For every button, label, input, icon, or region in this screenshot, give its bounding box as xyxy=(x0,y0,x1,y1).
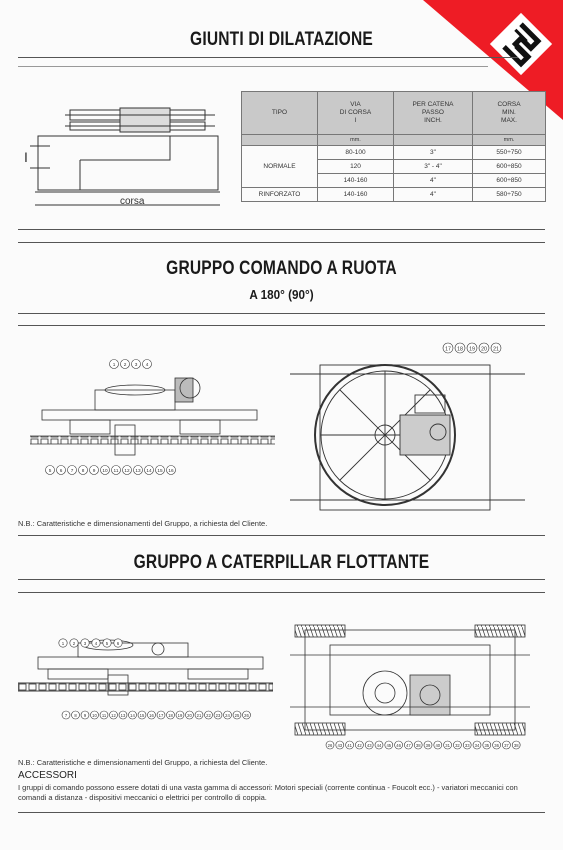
callout-number: 13 xyxy=(120,712,126,718)
callout-number: 8 xyxy=(74,712,77,718)
divider xyxy=(18,592,545,593)
divider xyxy=(18,66,488,67)
table-row xyxy=(242,146,546,160)
cell-via: 120 xyxy=(318,160,394,174)
callout-number: 34 xyxy=(474,742,480,748)
wheel-drive-side-view xyxy=(30,350,275,480)
col-header-corsa: CORSA MIN. MAX. xyxy=(473,92,546,135)
callout-number: 18 xyxy=(168,712,173,718)
callout-number: 40 xyxy=(435,742,441,748)
callout-group-top-right xyxy=(443,343,501,353)
unit-cell: mm. xyxy=(318,135,394,146)
cell-tipo xyxy=(242,146,318,160)
callout-group-top-left xyxy=(110,360,152,369)
divider xyxy=(18,313,545,314)
expansion-joint-diagram xyxy=(20,100,235,210)
callout-number: 10 xyxy=(92,712,97,718)
callout-number: 15 xyxy=(139,712,145,718)
unit-cell xyxy=(242,135,318,146)
callout-number: 43 xyxy=(366,742,372,748)
callout-number: 41 xyxy=(347,742,352,748)
callout-number: 37 xyxy=(504,742,509,748)
callout-number: 26 xyxy=(327,742,333,748)
callout-number: 21 xyxy=(493,346,499,353)
callout-number: 35 xyxy=(484,742,490,748)
caterpillar-side-view xyxy=(18,635,273,725)
callout-number: 5 xyxy=(105,640,109,646)
cell-tipo: NORMALE xyxy=(242,160,318,174)
table-row xyxy=(242,160,546,174)
cell-passo: 4" xyxy=(394,174,473,188)
callout-number: 43 xyxy=(337,742,343,748)
callout-number: 6 xyxy=(116,640,120,646)
callout-number: 20 xyxy=(187,712,192,718)
callout-number: 38 xyxy=(513,742,519,748)
callout-number: 32 xyxy=(455,742,460,748)
callout-number: 24 xyxy=(225,712,230,718)
callout-number: 46 xyxy=(396,742,401,748)
cell-tipo: RINFORZATO xyxy=(242,188,318,202)
callout-number: 16 xyxy=(168,469,174,475)
cell-corsa: 550÷750 xyxy=(473,146,546,160)
wheel-drive-top-view xyxy=(290,340,525,515)
callout-number: 10 xyxy=(102,469,108,475)
callout-number: 47 xyxy=(406,742,411,748)
section-title-ruota: GRUPPO COMANDO A RUOTA xyxy=(166,258,397,279)
callout-number: 17 xyxy=(445,346,451,353)
section-subtitle-ruota: A 180° (90°) xyxy=(249,287,314,302)
divider xyxy=(18,229,545,230)
divider xyxy=(18,535,545,536)
callout-number: 23 xyxy=(215,712,221,718)
callout-number: 38 xyxy=(415,742,421,748)
callout-number: 17 xyxy=(158,712,164,718)
callout-number: 2 xyxy=(72,640,76,646)
cell-corsa: 580÷750 xyxy=(473,188,546,202)
cell-via: 80-100 xyxy=(318,146,394,160)
cell-via: 140-160 xyxy=(318,188,394,202)
callout-number: 9 xyxy=(92,469,96,475)
callout-number: 45 xyxy=(386,742,392,748)
callout-number: 12 xyxy=(111,712,116,718)
accessori-text: I gruppi di comando possono essere dotati di una vasta gamma di accessori: Motori speciali (corrente continua - Foucolt ecc.) - variatori meccanici con comandi a distanza - dispositivi meccanici o elettrici per controllo di coppia. xyxy=(18,783,518,802)
callout-number: 33 xyxy=(464,742,470,748)
cell-corsa: 600÷850 xyxy=(473,160,546,174)
callout-number: 19 xyxy=(469,346,475,353)
note-caterpillar: N.B.: Caratteristiche e dimensionamenti del Gruppo, a richiesta del Cliente. xyxy=(18,758,268,767)
callout-number: 9 xyxy=(83,712,87,718)
callout-number: 6 xyxy=(59,469,63,475)
callout-number: 19 xyxy=(177,712,183,718)
callout-number: 5 xyxy=(48,469,52,475)
unit-cell: mm. xyxy=(473,135,546,146)
callout-number: 12 xyxy=(124,469,130,475)
callout-number: 11 xyxy=(113,469,119,475)
callout-number: 21 xyxy=(196,712,202,718)
caterpillar-top-view xyxy=(290,615,530,755)
cell-passo: 4" xyxy=(394,188,473,202)
section-title-dilatazione: GIUNTI DI DILATAZIONE xyxy=(190,29,373,50)
callout-number: 11 xyxy=(101,712,107,718)
callout-number: 20 xyxy=(481,346,487,353)
corsa-label: corsa xyxy=(120,196,145,207)
callout-number: 7 xyxy=(64,712,68,718)
accessori-heading: ACCESSORI xyxy=(18,770,77,781)
table-row xyxy=(242,188,546,202)
callout-number: 18 xyxy=(457,346,463,353)
callout-number: 42 xyxy=(357,742,362,748)
callout-number: 14 xyxy=(130,712,135,718)
col-header-tipo: TIPO xyxy=(242,92,318,135)
divider xyxy=(18,242,545,243)
callout-number: 1 xyxy=(112,363,116,369)
unit-cell xyxy=(394,135,473,146)
table-row xyxy=(242,174,546,188)
callout-number: 3 xyxy=(83,640,87,646)
callout-group-bottom-right xyxy=(326,741,520,749)
callout-number: 7 xyxy=(70,469,74,475)
callout-number: 3 xyxy=(134,363,138,369)
divider xyxy=(18,579,545,580)
col-header-passo: PER CATENA PASSO INCH. xyxy=(394,92,473,135)
callout-number: 1 xyxy=(61,640,65,646)
callout-number: 25 xyxy=(234,712,240,718)
divider xyxy=(18,812,545,813)
callout-number: 8 xyxy=(81,469,85,475)
callout-number: 36 xyxy=(494,742,499,748)
callout-number: 16 xyxy=(149,712,154,718)
callout-group-bottom-left xyxy=(46,466,176,475)
spec-table xyxy=(241,91,546,202)
cell-tipo xyxy=(242,174,318,188)
cell-via: 140-160 xyxy=(318,174,394,188)
divider xyxy=(18,325,545,326)
callout-number: 26 xyxy=(244,712,249,718)
col-header-via-corsa: VIA DI CORSA I xyxy=(318,92,394,135)
callout-number: 22 xyxy=(206,712,211,718)
section-title-caterpillar: GRUPPO A CATERPILLAR FLOTTANTE xyxy=(133,552,430,573)
cell-passo: 3" xyxy=(394,146,473,160)
note-ruota: N.B.: Caratteristiche e dimensionamenti del Gruppo, a richiesta del Cliente. xyxy=(18,519,268,528)
callout-number: 31 xyxy=(445,742,450,748)
callout-number: 44 xyxy=(376,742,382,748)
callout-number: 13 xyxy=(135,469,141,475)
height-symbol: I xyxy=(24,149,28,165)
callout-number: 4 xyxy=(145,363,149,369)
divider xyxy=(18,57,518,58)
cell-corsa: 600÷850 xyxy=(473,174,546,188)
cell-passo: 3" - 4" xyxy=(394,160,473,174)
callout-number: 15 xyxy=(157,469,163,475)
callout-group-bottom-left xyxy=(62,711,251,719)
callout-number: 39 xyxy=(425,742,431,748)
callout-number: 4 xyxy=(94,640,98,646)
callout-number: 2 xyxy=(123,363,127,369)
callout-number: 14 xyxy=(146,469,152,475)
